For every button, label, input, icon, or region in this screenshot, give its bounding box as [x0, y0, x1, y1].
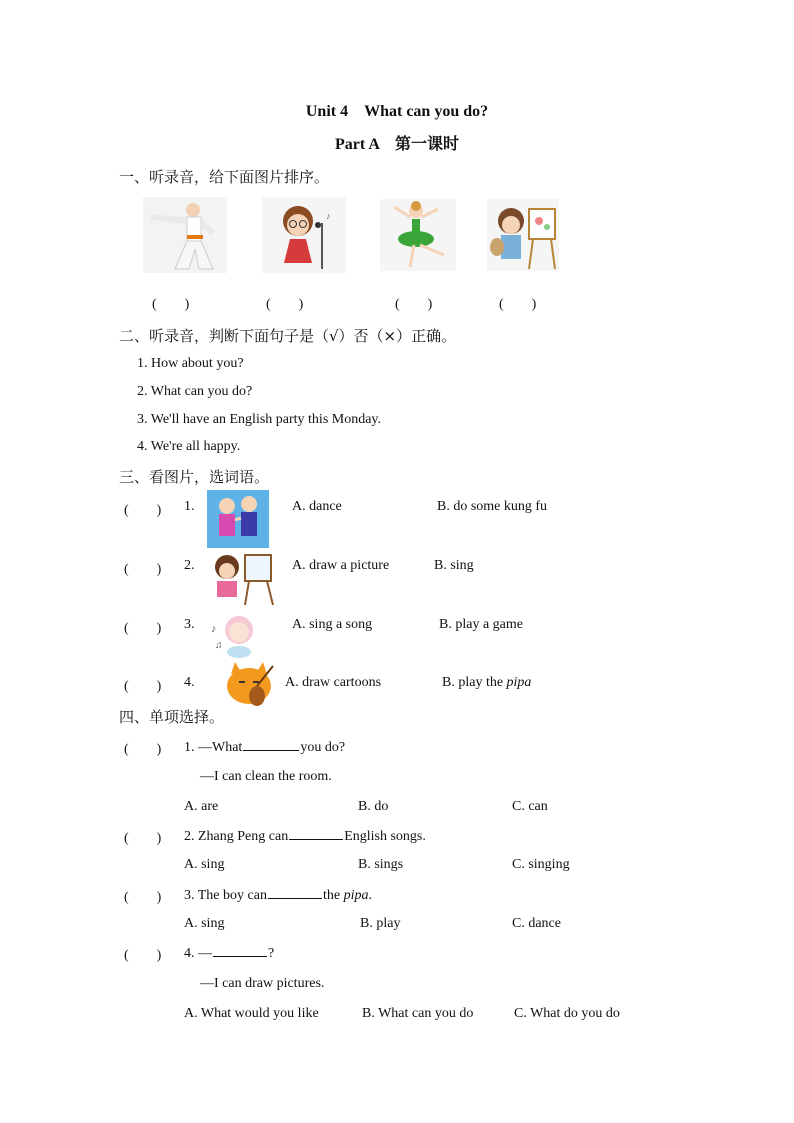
s3-option-a-1[interactable]: A. dance: [292, 499, 342, 514]
s3-num-1: 1.: [184, 499, 195, 514]
ballet-dancer-image: [380, 199, 456, 271]
s3-bracket-1[interactable]: ( ): [124, 503, 162, 518]
s3-option-b-3[interactable]: B. play a game: [439, 617, 523, 632]
section4-heading: 四、单项选择。: [119, 708, 225, 726]
unit-title: Unit 4 What can you do?: [305, 103, 489, 120]
order-bracket-3[interactable]: ( ): [395, 297, 433, 312]
order-bracket-2[interactable]: ( ): [266, 297, 304, 312]
s4-q2-option-b[interactable]: B. sings: [358, 857, 404, 872]
s4-question-4: [184, 944, 274, 962]
section3-heading: 三、看图片，选词语。: [119, 468, 270, 486]
s4-q4-post: ?: [268, 946, 275, 961]
singing-child-image: [207, 610, 265, 658]
section2-item-1: 1. How about you?: [137, 356, 244, 371]
s3-option-a-3[interactable]: A. sing a song: [292, 617, 373, 632]
s3-option-b-1[interactable]: B. do some kung fu: [437, 499, 548, 514]
s3-num-3: 3.: [184, 617, 195, 632]
s4-q2-blank[interactable]: [289, 827, 343, 840]
section1-heading: 一、听录音，给下面图片排序。: [119, 168, 330, 186]
section2-item-2: 2. What can you do?: [137, 384, 253, 399]
s4-q3-pre: 3. The boy can: [184, 888, 267, 903]
s3-option-a-4[interactable]: A. draw cartoons: [285, 675, 382, 690]
s3-bracket-2[interactable]: ( ): [124, 562, 162, 577]
s4-q1-pre: 1. —What: [184, 740, 243, 755]
s3-option-a-2[interactable]: A. draw a picture: [292, 558, 390, 573]
s4-q2-pre: 2. Zhang Peng can: [184, 829, 289, 844]
s4-q1-blank[interactable]: [243, 738, 299, 751]
s4-q3-option-b[interactable]: B. play: [360, 916, 401, 931]
s3-option-b-2[interactable]: B. sing: [434, 558, 474, 573]
s3-bracket-3[interactable]: ( ): [124, 621, 162, 636]
s4-question-2: [184, 827, 426, 845]
s4-q4-pre: 4. —: [184, 946, 212, 961]
s4-answer-1: —I can clean the room.: [200, 769, 332, 784]
section2-item-3: 3. We'll have an English party this Monday.: [137, 412, 382, 427]
s4-q1-option-c[interactable]: C. can: [512, 799, 548, 814]
s4-answer-4: —I can draw pictures.: [200, 976, 325, 991]
section2-item-4: 4. We're all happy.: [137, 439, 241, 454]
s4-bracket-4[interactable]: ( ): [124, 948, 162, 963]
s4-bracket-3[interactable]: ( ): [124, 890, 162, 905]
svg-text:♫: ♫: [215, 640, 223, 651]
s4-q4-option-b[interactable]: B. What can you do: [362, 1006, 474, 1021]
s3-option-b-4[interactable]: [442, 675, 531, 691]
girl-drawing-image: [207, 549, 277, 607]
s4-q4-blank[interactable]: [213, 944, 267, 957]
order-bracket-1[interactable]: ( ): [152, 297, 190, 312]
s4-q4-option-c[interactable]: C. What do you do: [514, 1006, 620, 1021]
s4-q3-pipa: pipa: [343, 888, 369, 903]
s4-bracket-1[interactable]: ( ): [124, 742, 162, 757]
order-bracket-4[interactable]: ( ): [499, 297, 537, 312]
s4-q3-option-c[interactable]: C. dance: [512, 916, 561, 931]
cat-playing-pipa-image: [221, 660, 279, 708]
s4-question-1: [184, 738, 345, 756]
s4-q3-option-a[interactable]: A. sing: [184, 916, 225, 931]
s3-option-b-4-text: B. play the: [442, 675, 507, 690]
kung-fu-boy-image: [143, 197, 227, 273]
s4-q4-option-a[interactable]: A. What would you like: [184, 1006, 319, 1021]
s4-q3-post: .: [368, 888, 372, 903]
svg-text:♪: ♪: [326, 211, 331, 221]
svg-text:♪: ♪: [211, 623, 217, 635]
s4-q2-option-a[interactable]: A. sing: [184, 857, 225, 872]
s3-num-4: 4.: [184, 675, 195, 690]
girl-singing-image: [262, 197, 346, 273]
part-title: Part A 第一课时: [335, 136, 459, 153]
s4-q1-post: you do?: [300, 740, 346, 755]
s4-q3-mid: the: [322, 888, 344, 903]
s4-q1-option-a[interactable]: A. are: [184, 799, 219, 814]
s4-q2-option-c[interactable]: C. singing: [512, 857, 570, 872]
s4-q1-option-b[interactable]: B. do: [358, 799, 389, 814]
girl-painting-image: [487, 199, 559, 271]
s3-option-b-4-pipa: pipa: [506, 675, 532, 690]
s4-question-3: [184, 886, 372, 904]
s3-num-2: 2.: [184, 558, 195, 573]
s4-q3-blank[interactable]: [268, 886, 322, 899]
s4-bracket-2[interactable]: ( ): [124, 831, 162, 846]
s3-bracket-4[interactable]: ( ): [124, 679, 162, 694]
section2-heading: 二、听录音，判断下面句子是（√）否（×）正确。: [119, 327, 457, 345]
dance-kids-image: [207, 490, 269, 548]
s4-q2-post: English songs.: [344, 829, 426, 844]
